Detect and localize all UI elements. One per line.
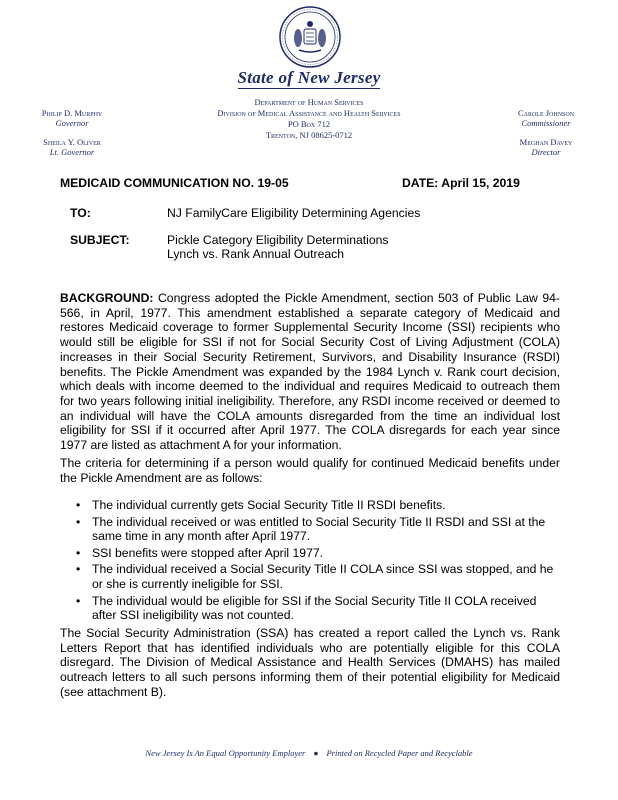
commissioner-title: Commissioner <box>521 118 571 128</box>
footer <box>0 748 618 758</box>
director-title: Director <box>531 147 561 157</box>
title-underline <box>238 88 380 89</box>
criteria-list <box>60 498 560 625</box>
background-text: Congress adopted the Pickle Amendment, section 503 of Public Law 94-566, in April, 1977. This amendment established a separate category of Medicaid and restores Medicaid coverage to former Supplemental Security Income (SSI) recipients who would still be eligible for SSI if not for Social Security Cost of Living Adjustment (COLA) increases in their Social Security Retirement, Survivors, and Disability Insurance (RSDI) benefits. The Pickle Amendment was expanded by the 1984 Lynch v. Rank court decision, which deals with income deemed to the individual and requires Medicaid to outreach them for two years following initial ineligibility. Therefore, any RSDI income received or deemed to an individual will have the COLA amounts disregarded from the time an individual lost eligibility for SSI if it occurred after April 1977. The COLA disregards for each year since 1977 are listed as attachment A for your information. <box>60 291 560 453</box>
governor-name: Philip D. Murphy <box>41 108 103 118</box>
commissioner-name: Carole Johnson <box>517 108 575 118</box>
list-item: • The individual received or was entitled to Social Security Title II RSDI and SSI at the same time in any month after April 1977. <box>60 515 560 544</box>
lt-governor-title: Lt. Governor <box>49 147 95 157</box>
background-paragraph <box>60 291 560 453</box>
subject-line-1: Pickle Category Eligibility Determinations <box>167 233 389 247</box>
bullet-icon: ● <box>313 748 319 758</box>
subject-label: SUBJECT: <box>70 233 130 247</box>
department-name: Department of Human Services <box>254 97 364 107</box>
state-title: State of New Jersey <box>237 68 381 87</box>
director-block <box>494 137 598 157</box>
subject-line-2: Lynch vs. Rank Annual Outreach <box>167 247 345 261</box>
footer-eoe: New Jersey Is An Equal Opportunity Employer <box>145 748 306 758</box>
governor-title: Governor <box>55 118 89 128</box>
commissioner-block <box>494 108 598 128</box>
po-box: PO Box 712 <box>287 119 331 129</box>
list-item: • The individual would be eligible for SSI if the Social Security Title II COLA received after SSI ineligibility was not counted. <box>60 594 560 623</box>
criteria-intro: The criteria for determining if a person would qualify for continued Medicaid benefits under the Pickle Amendment are as follows: <box>60 456 560 485</box>
background-label: BACKGROUND: <box>60 291 154 305</box>
to-label: TO: <box>70 206 91 220</box>
state-seal-icon <box>279 6 341 68</box>
communication-number: MEDICAID COMMUNICATION NO. 19-05 <box>60 176 289 190</box>
to-value: NJ FamilyCare Eligibility Determining Agencies <box>167 206 421 220</box>
list-item: • SSI benefits were stopped after April 1977. <box>60 546 560 561</box>
director-name: Meghan Davey <box>519 137 573 147</box>
lt-governor-name: Sheila Y. Oliver <box>43 137 101 147</box>
city-address: Trenton, NJ 08625-0712 <box>265 130 353 140</box>
ssa-paragraph: The Social Security Administration (SSA) has created a report called the Lynch vs. Rank Letters Report that has identified individuals who are potentially eligible for this COLA disregard. The Division of Medical Assistance and Health Services (DMAHS) has mailed outreach letters to all such persons informing them of their potential eligibility for Medicaid (see attachment B). <box>60 626 560 699</box>
footer-recycled: Printed on Recycled Paper and Recyclable <box>326 748 473 758</box>
list-item: • The individual currently gets Social Security Title II RSDI benefits. <box>60 498 560 513</box>
division-name: Division of Medical Assistance and Health Services <box>217 108 401 118</box>
lt-governor-block <box>20 137 124 157</box>
list-item: • The individual received a Social Security Title II COLA since SSI was stopped, and he or she is currently ineligible for SSI. <box>60 562 560 591</box>
governor-block <box>20 108 124 128</box>
communication-date: DATE: April 15, 2019 <box>402 176 520 190</box>
